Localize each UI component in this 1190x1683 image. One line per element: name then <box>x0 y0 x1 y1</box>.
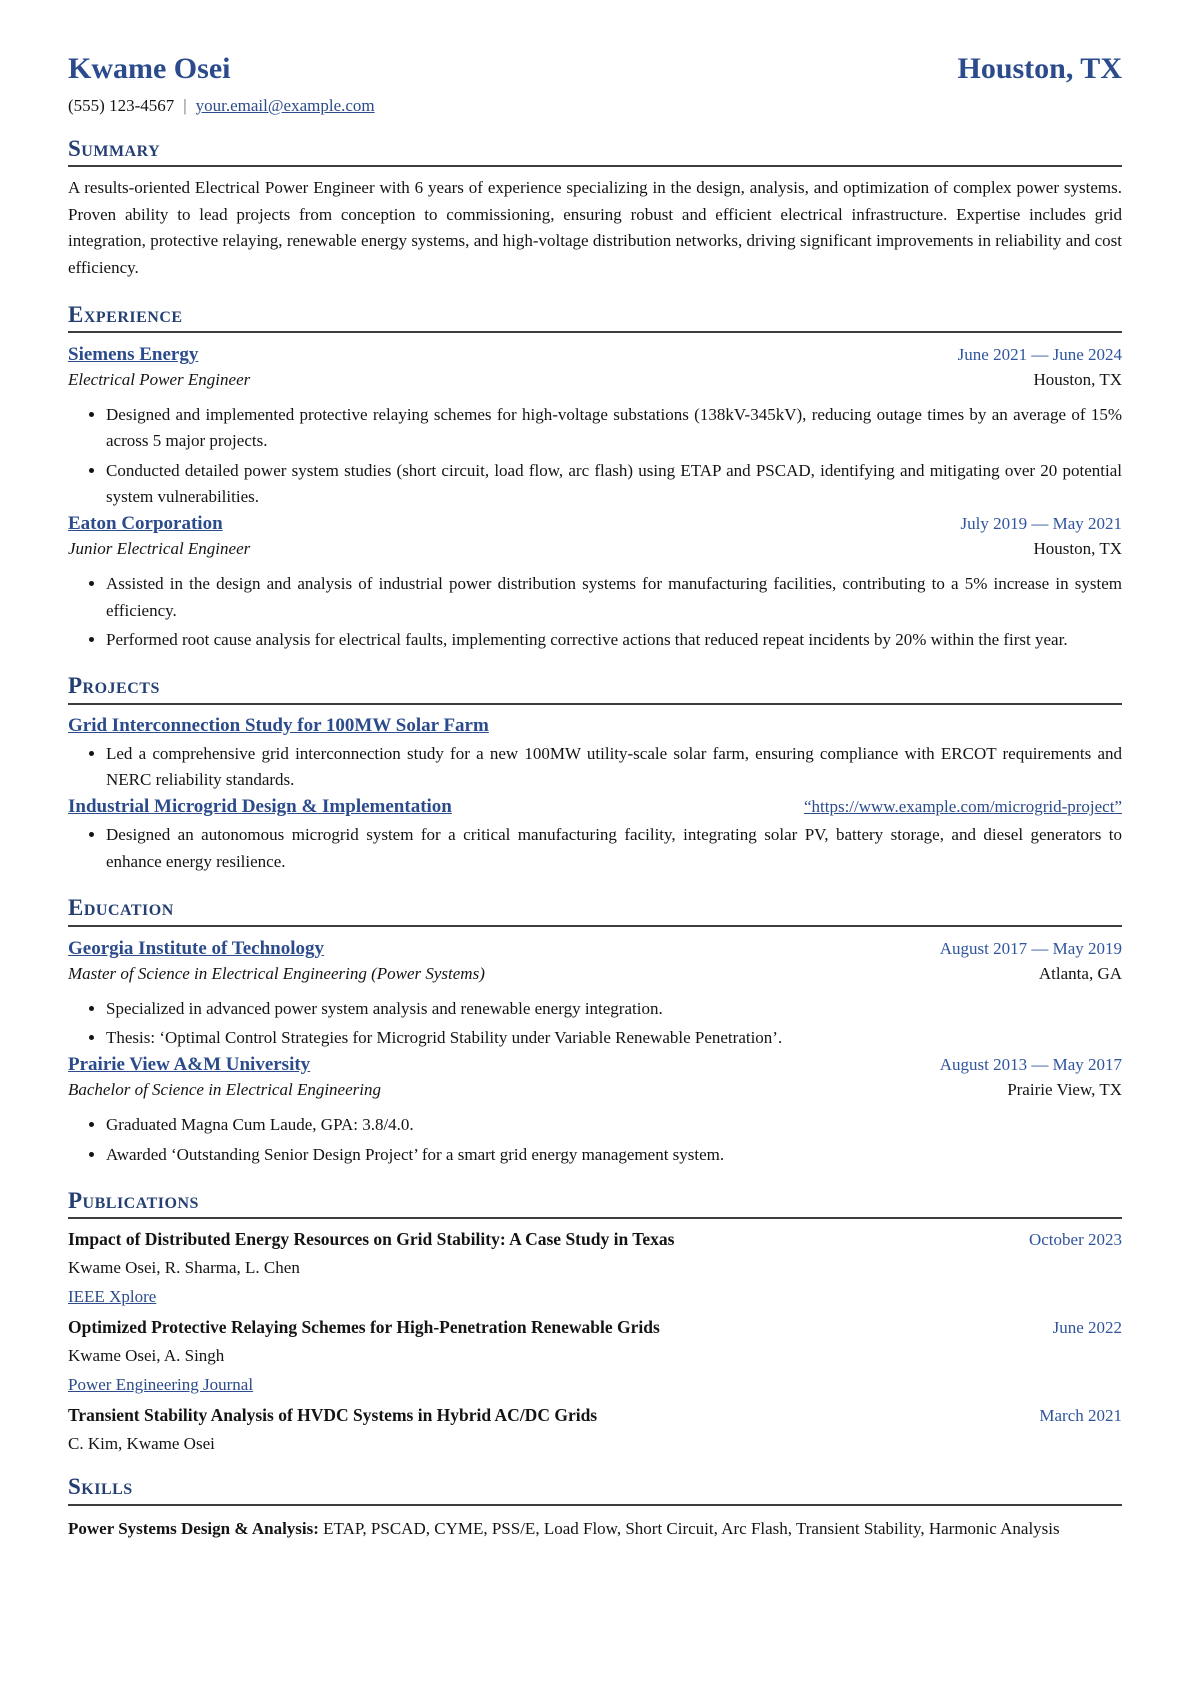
bullet-item: • Graduated Magna Cum Laude, GPA: 3.8/4.0. <box>106 1112 1122 1138</box>
date-range: June 2021 — June 2024 <box>957 344 1122 364</box>
publication-authors: C. Kim, Kwame Osei <box>68 1434 215 1454</box>
date-range: July 2019 — May 2021 <box>960 514 1122 534</box>
degree-title: Bachelor of Science in Electrical Engineering <box>68 1080 381 1100</box>
section-rule <box>68 925 1122 927</box>
section-rule <box>68 1217 1122 1219</box>
school-link[interactable]: Prairie View A&M University <box>68 1054 311 1076</box>
publications-heading: Publications <box>68 1187 199 1213</box>
experience-heading: Experience <box>68 301 183 327</box>
school-location: Atlanta, GA <box>1038 963 1122 983</box>
section-rule <box>68 703 1122 705</box>
summary-heading: Summary <box>68 136 161 161</box>
job-location: Houston, TX <box>1033 369 1122 389</box>
header-location: Houston, TX <box>957 52 1122 85</box>
project-bullets <box>68 822 1122 875</box>
project-url-link[interactable]: “https://www.example.com/microgrid-project” <box>803 797 1122 817</box>
degree-title: Master of Science in Electrical Engineering (Power Systems) <box>68 963 485 983</box>
section-projects <box>68 673 1122 875</box>
section-rule <box>68 331 1122 333</box>
project-entry <box>68 715 1122 794</box>
skill-list: ETAP, PSCAD, CYME, PSS/E, Load Flow, Short Circuit, Arc Flash, Transient Stability, Harmonic Analysis <box>323 1518 1060 1538</box>
bullet-item: • Led a comprehensive grid interconnection study for a new 100MW utility-scale solar farm, ensuring compliance with ERCOT requirements and NERC reliability standards. <box>106 741 1122 794</box>
publication-title: Optimized Protective Relaying Schemes for High-Penetration Renewable Grids <box>68 1317 660 1338</box>
bullet-item: • Conducted detailed power system studies (short circuit, load flow, arc flash) using ETAP and PSCAD, identifying and mitigating over 20 potential system vulnerabilities. <box>106 458 1122 511</box>
publication-date: June 2022 <box>1052 1318 1122 1338</box>
skill-category-label: Power Systems Design & Analysis: <box>68 1518 319 1538</box>
education-bullets <box>68 996 1122 1052</box>
education-entry <box>68 938 1122 1052</box>
section-rule <box>68 165 1122 167</box>
bullet-item: • Thesis: ‘Optimal Control Strategies for Microgrid Stability under Variable Renewable Penetration’. <box>106 1025 1122 1051</box>
experience-entry <box>68 344 1122 510</box>
job-location: Houston, TX <box>1033 539 1122 559</box>
section-experience <box>68 302 1122 654</box>
contact-separator: | <box>183 96 187 115</box>
section-education <box>68 895 1122 1168</box>
skills-heading: Skills <box>68 1474 133 1500</box>
job-title: Junior Electrical Engineer <box>68 539 251 559</box>
skills-line <box>68 1516 1122 1542</box>
email-link[interactable]: your.email@example.com <box>195 96 375 115</box>
header <box>68 52 1122 86</box>
publication-date: October 2023 <box>1028 1230 1122 1250</box>
experience-bullets <box>68 571 1122 653</box>
company-link[interactable]: Siemens Energy <box>68 343 199 365</box>
publication-authors: Kwame Osei, A. Singh <box>68 1346 225 1366</box>
publication-authors: Kwame Osei, R. Sharma, L. Chen <box>68 1258 300 1278</box>
publication-date: March 2021 <box>1039 1406 1122 1426</box>
publication-venue-link[interactable]: IEEE Xplore <box>68 1287 157 1307</box>
bullet-item: • Designed an autonomous microgrid system for a critical manufacturing facility, integrating solar PV, battery storage, and diesel generators to enhance energy resilience. <box>106 822 1122 875</box>
education-bullets <box>68 1112 1122 1168</box>
publication-venue-link[interactable]: Power Engineering Journal <box>68 1375 254 1395</box>
school-location: Prairie View, TX <box>1007 1080 1122 1100</box>
person-name: Kwame Osei <box>68 52 231 85</box>
bullet-item: • Performed root cause analysis for electrical faults, implementing corrective actions that reduced repeat incidents by 20% within the first year. <box>106 627 1122 653</box>
publication-entry <box>68 1405 1122 1454</box>
job-title: Electrical Power Engineer <box>68 369 251 389</box>
date-range: August 2013 — May 2017 <box>939 1055 1122 1075</box>
bullet-item: • Assisted in the design and analysis of industrial power distribution systems for manufacturing facilities, contributing to a 5% increase in system efficiency. <box>106 571 1122 624</box>
summary-text: A results-oriented Electrical Power Engineer with 6 years of experience specializing in the design, analysis, and optimization of complex power systems. Proven ability to lead projects from conception to commissioning, ensuring robust and efficient electrical infrastructure. Expertise includes grid integration, protective relaying, renewable energy systems, and high-voltage distribution networks, driving significant improvements in reliability and cost efficiency. <box>68 178 1122 277</box>
projects-heading: Projects <box>68 673 160 699</box>
school-link[interactable]: Georgia Institute of Technology <box>68 937 324 959</box>
bullet-item: • Awarded ‘Outstanding Senior Design Project’ for a smart grid energy management system. <box>106 1142 1122 1168</box>
publication-title: Impact of Distributed Energy Resources on Grid Stability: A Case Study in Texas <box>68 1229 675 1250</box>
project-entry <box>68 796 1122 875</box>
section-summary <box>68 136 1122 282</box>
company-link[interactable]: Eaton Corporation <box>68 513 223 535</box>
publication-title: Transient Stability Analysis of HVDC Systems in Hybrid AC/DC Grids <box>68 1405 598 1426</box>
project-title-link[interactable]: Grid Interconnection Study for 100MW Solar Farm <box>68 714 489 736</box>
project-title-link[interactable]: Industrial Microgrid Design & Implementation <box>68 796 452 818</box>
experience-bullets <box>68 402 1122 510</box>
phone-number: (555) 123-4567 <box>68 96 175 115</box>
project-bullets <box>68 741 1122 794</box>
date-range: August 2017 — May 2019 <box>939 938 1122 958</box>
education-heading: Education <box>68 895 174 921</box>
bullet-item: • Specialized in advanced power system analysis and renewable energy integration. <box>106 996 1122 1022</box>
publication-entry <box>68 1317 1122 1395</box>
education-entry <box>68 1054 1122 1168</box>
contact-line <box>68 96 1122 116</box>
publication-entry <box>68 1229 1122 1307</box>
experience-entry <box>68 513 1122 653</box>
bullet-item: • Designed and implemented protective relaying schemes for high-voltage substations (138kV-345kV), reducing outage times by an average of 15% across 5 major projects. <box>106 402 1122 455</box>
section-rule <box>68 1504 1122 1506</box>
section-publications <box>68 1188 1122 1454</box>
section-skills <box>68 1474 1122 1542</box>
